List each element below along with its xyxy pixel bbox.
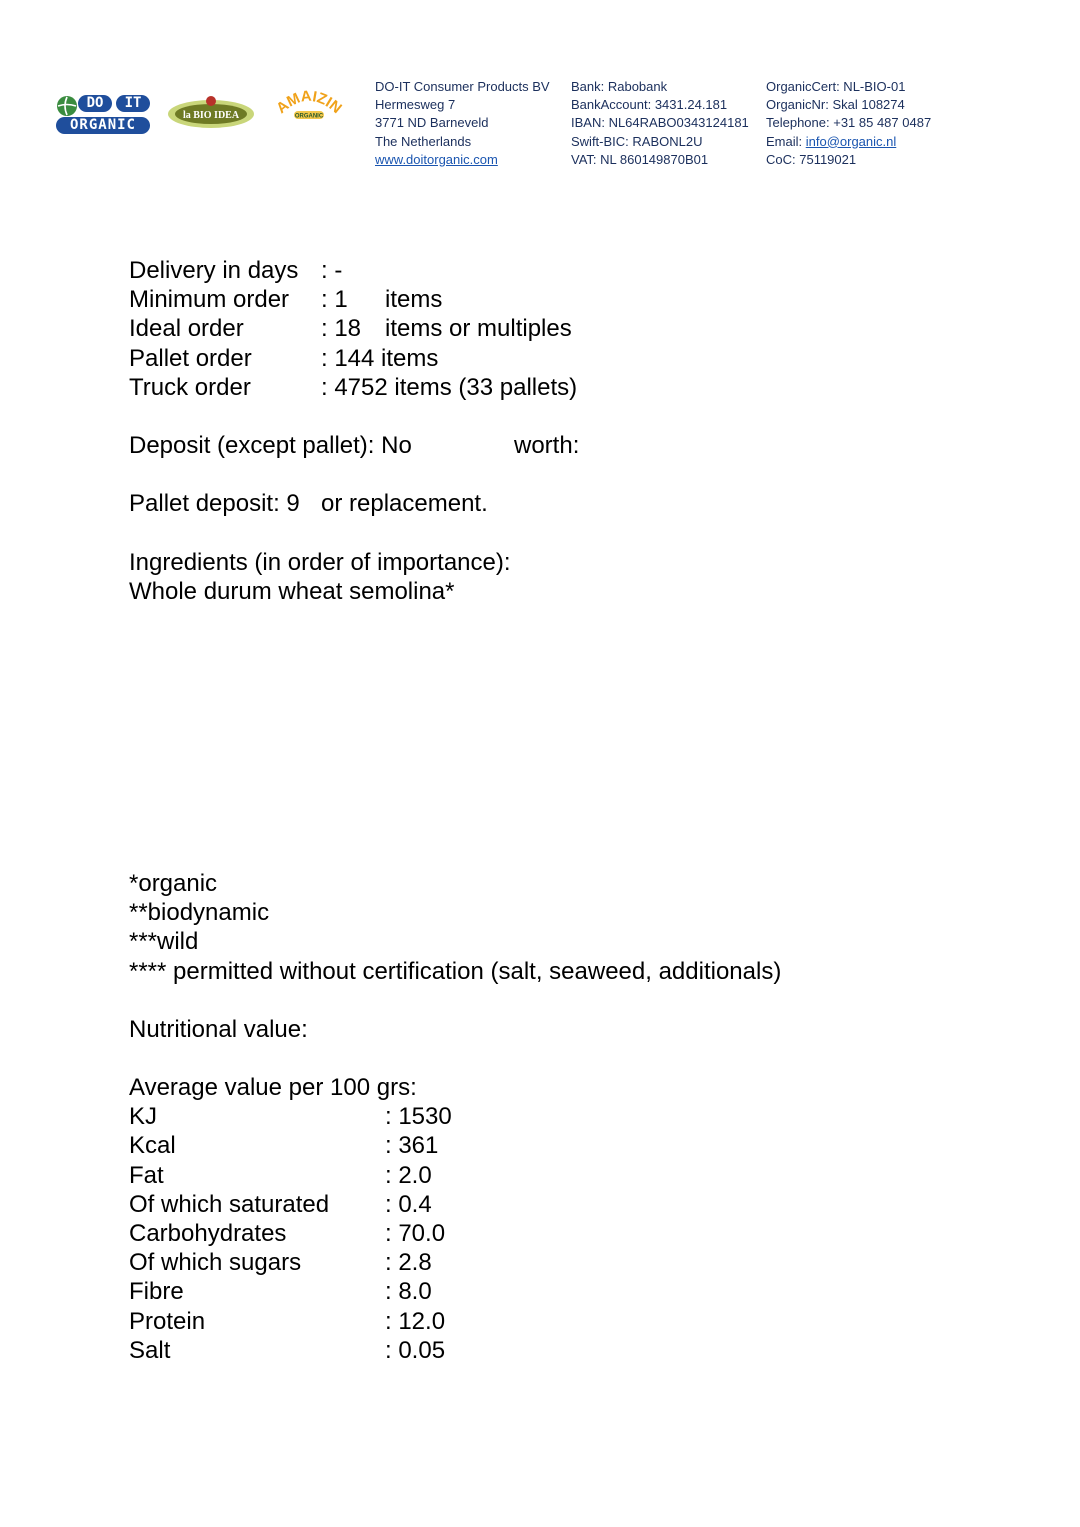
legend-wild: ***wild — [129, 928, 199, 956]
nutrition-label: Kcal — [129, 1132, 176, 1160]
pallet-deposit-text: Pallet deposit: 9 — [129, 490, 300, 517]
nutrition-label: Carbohydrates — [129, 1219, 287, 1247]
truck-order-value: : 4752 items (33 pallets) — [321, 373, 578, 401]
legend-permitted: **** permitted without certification (salt, seaweed, additionals) — [129, 957, 782, 985]
coc-number: CoC: 75119021 — [766, 151, 857, 167]
organic-nr: OrganicNr: Skal 108274 — [766, 97, 905, 113]
ideal-order-label: Ideal order — [129, 315, 244, 343]
nutrition-label: KJ — [129, 1103, 158, 1131]
nutrition-heading: Nutritional value: — [129, 1016, 308, 1043]
amaizin-logo — [270, 86, 348, 132]
globe-leaf-icon — [56, 95, 78, 117]
nutrition-label: Salt — [129, 1336, 171, 1364]
doit-logo-text-organic: ORGANIC — [56, 117, 150, 134]
ingredients-text: Whole durum wheat semolina* — [129, 578, 455, 606]
doit-organic-logo — [56, 90, 152, 134]
svg-text:ORGANIC: ORGANIC — [294, 113, 324, 120]
pallet-order-value: : 144 items — [321, 344, 439, 372]
nutrition-value: : 2.0 — [385, 1161, 432, 1189]
doit-logo-text-do: DO — [78, 95, 112, 112]
deposit-worth: worth: — [514, 432, 580, 459]
organic-cert: OrganicCert: NL-BIO-01 — [766, 79, 906, 94]
svg-text:AMAIZIN: AMAIZIN — [273, 87, 345, 118]
bank-swift: Swift-BIC: RABONL2U — [571, 133, 703, 149]
legend-biodynamic: **biodynamic — [129, 899, 270, 927]
telephone: Telephone: +31 85 487 0487 — [766, 115, 932, 131]
company-name: DO-IT Consumer Products BV — [375, 79, 550, 94]
nutrition-value: : 8.0 — [385, 1278, 432, 1306]
bio-idea-logo — [166, 92, 256, 132]
pallet-order-label: Pallet order — [129, 344, 252, 372]
nutrition-label: Fat — [129, 1161, 164, 1189]
nutrition-label: Of which sugars — [129, 1249, 302, 1277]
company-address-block — [375, 78, 550, 169]
company-city: 3771 ND Barneveld — [375, 115, 489, 131]
minimum-order-label: Minimum order — [129, 286, 290, 314]
bank-iban: IBAN: NL64RABO0343124181 — [571, 115, 749, 131]
legend-organic: *organic — [129, 870, 218, 897]
pallet-deposit-note: or replacement. — [321, 490, 488, 517]
nutrition-label: Fibre — [129, 1278, 184, 1306]
website-link[interactable]: www.doitorganic.com — [375, 151, 498, 167]
nutrition-subheading: Average value per 100 grs: — [129, 1074, 417, 1101]
company-street: Hermesweg 7 — [375, 97, 456, 113]
delivery-value: : - — [321, 257, 343, 284]
nutrition-value: : 1530 — [385, 1103, 452, 1131]
nutrition-value: : 361 — [385, 1132, 439, 1160]
cert-contact-block — [766, 78, 931, 169]
company-country: The Netherlands — [375, 133, 472, 149]
email-label: Email: — [766, 133, 806, 149]
ideal-order-value: : 18 — [321, 315, 362, 343]
nutrition-value: : 12.0 — [385, 1307, 446, 1335]
nutrition-value: : 2.8 — [385, 1249, 432, 1277]
nutrition-label: Protein — [129, 1307, 206, 1335]
nutrition-value: : 70.0 — [385, 1219, 446, 1247]
minimum-order-value: : 1 — [321, 286, 348, 314]
email-link[interactable]: info@organic.nl — [805, 133, 897, 149]
doit-logo-text-it: IT — [116, 95, 150, 112]
deposit-text: Deposit (except pallet): No — [129, 432, 412, 459]
nutrition-label: Of which saturated — [129, 1190, 330, 1218]
brand-logos — [56, 86, 356, 136]
minimum-order-unit: items — [385, 286, 443, 314]
delivery-label: Delivery in days — [129, 257, 299, 284]
svg-text:la BIO IDEA: la BIO IDEA — [182, 110, 240, 121]
vat-number: VAT: NL 860149870B01 — [571, 151, 709, 167]
bank-name: Bank: Rabobank — [571, 79, 668, 94]
truck-order-label: Truck order — [129, 373, 251, 401]
bank-info-block — [571, 78, 749, 169]
nutrition-value: : 0.05 — [385, 1336, 446, 1364]
bank-account: BankAccount: 3431.24.181 — [571, 97, 728, 113]
ideal-order-unit: items or multiples — [385, 315, 572, 343]
nutrition-value: : 0.4 — [385, 1190, 432, 1218]
ingredients-heading: Ingredients (in order of importance): — [129, 549, 511, 576]
